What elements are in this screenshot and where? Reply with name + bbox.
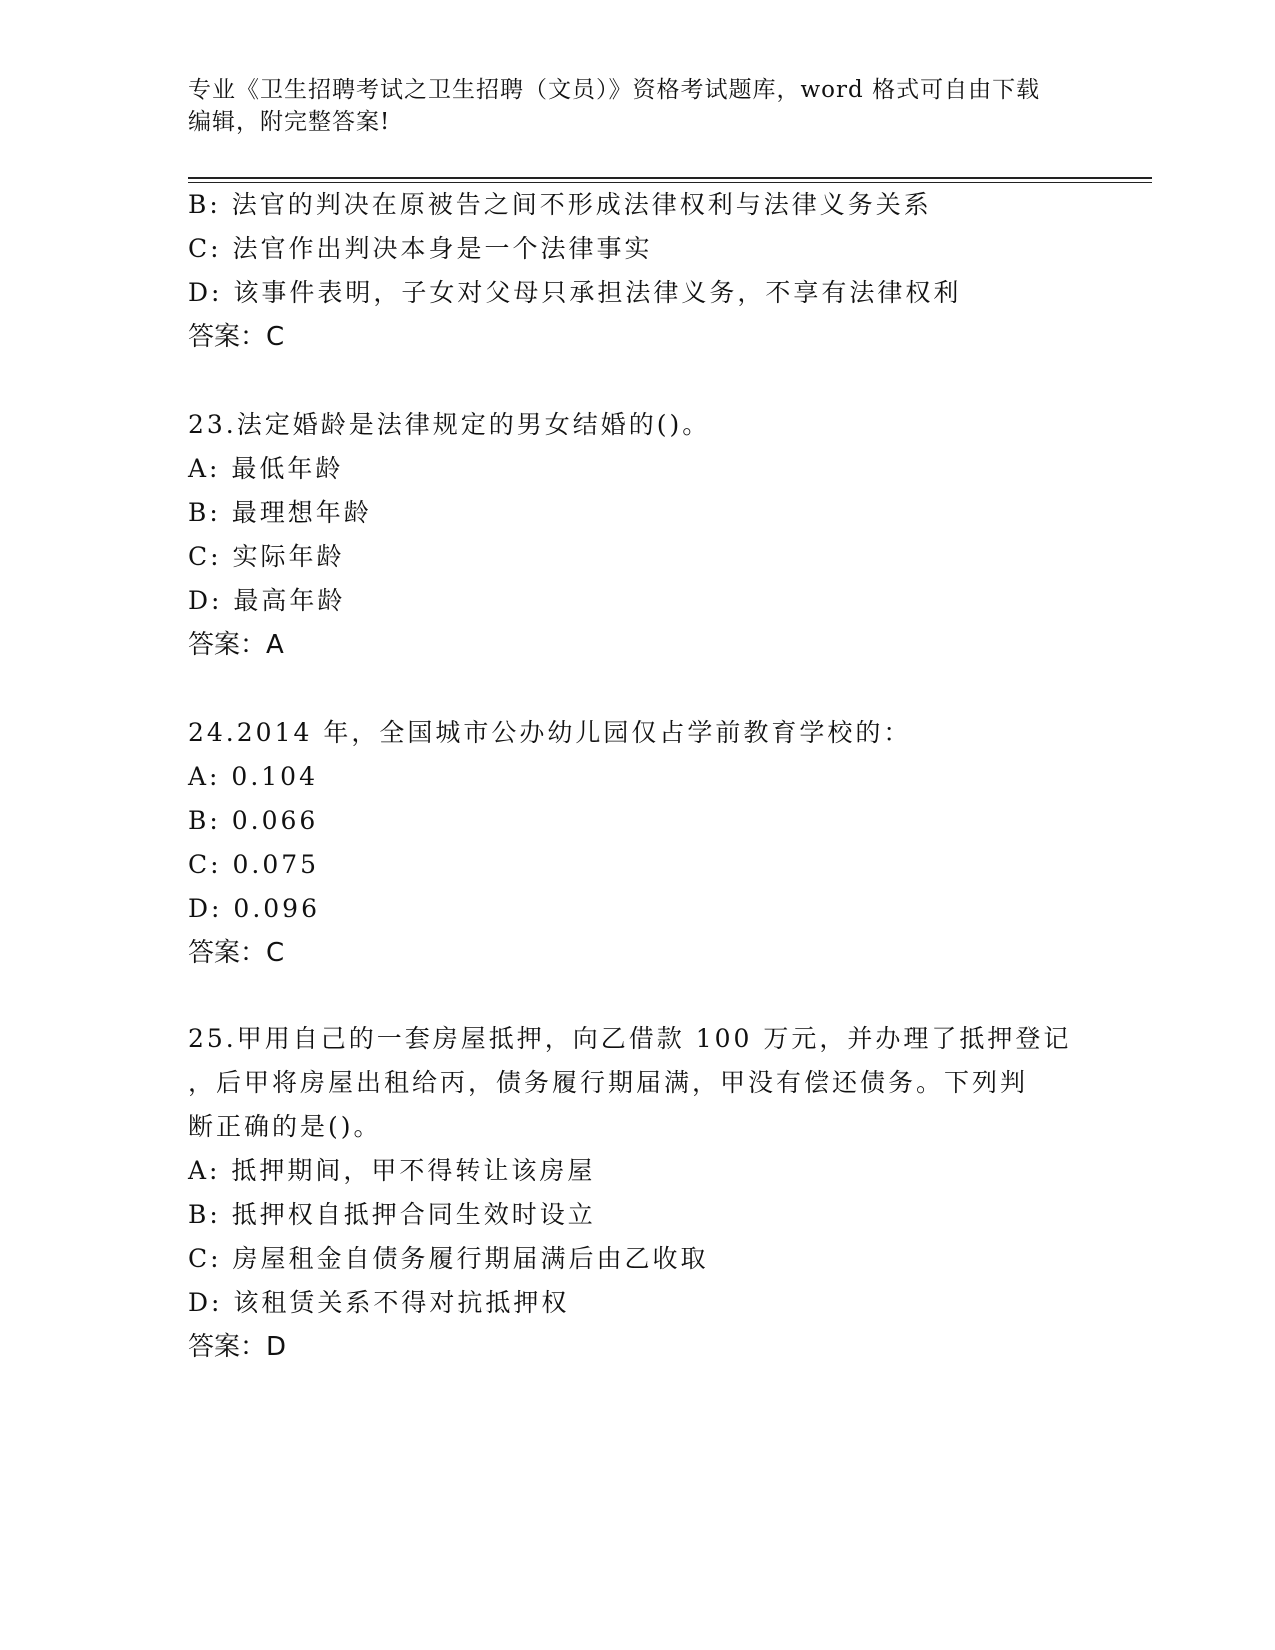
q24-stem: 24.2014 年，全国城市公办幼儿园仅占学前教育学校的： xyxy=(188,718,912,747)
q24-option-d: D: 0.096 xyxy=(188,894,320,923)
q23-answer: 答案：A xyxy=(188,630,284,660)
header-line-2: 编辑，附完整答案! xyxy=(188,109,391,135)
q25-answer: 答案：D xyxy=(188,1332,287,1362)
q23-option-a: A: 最低年龄 xyxy=(188,454,344,483)
header-divider-thick xyxy=(188,177,1152,179)
q25-option-c: C: 房屋租金自债务履行期届满后由乙收取 xyxy=(188,1244,709,1273)
prev-question-option-b: B: 法官的判决在原被告之间不形成法律权利与法律义务关系 xyxy=(188,190,932,219)
header-line-1: 专业《卫生招聘考试之卫生招聘（文员）》资格考试题库，word 格式可自由下载 xyxy=(188,77,1041,103)
q23-option-c: C: 实际年龄 xyxy=(188,542,345,571)
header-divider-thin xyxy=(188,182,1152,183)
q25-option-b: B: 抵押权自抵押合同生效时设立 xyxy=(188,1200,596,1229)
q24-option-a: A: 0.104 xyxy=(188,762,318,791)
prev-question-option-c: C: 法官作出判决本身是一个法律事实 xyxy=(188,234,653,263)
prev-question-answer: 答案：C xyxy=(188,322,285,352)
q24-answer: 答案：C xyxy=(188,938,285,968)
q23-stem: 23.法定婚龄是法律规定的男女结婚的()。 xyxy=(188,410,711,439)
q24-option-c: C: 0.075 xyxy=(188,850,320,879)
q25-stem-line-1: 25.甲用自己的一套房屋抵押，向乙借款 100 万元，并办理了抵押登记 xyxy=(188,1024,1072,1053)
document-header xyxy=(188,74,1068,138)
q23-option-d: D: 最高年龄 xyxy=(188,586,346,615)
q25-option-a: A: 抵押期间，甲不得转让该房屋 xyxy=(188,1156,596,1185)
q25-option-d: D: 该租赁关系不得对抗抵押权 xyxy=(188,1288,570,1317)
prev-question-option-d: D: 该事件表明，子女对父母只承担法律义务，不享有法律权利 xyxy=(188,278,962,307)
q25-stem-line-2: ，后甲将房屋出租给丙，债务履行期届满，甲没有偿还债务。下列判 xyxy=(188,1068,1029,1097)
q25-stem-line-3: 断正确的是()。 xyxy=(188,1112,382,1141)
q24-option-b: B: 0.066 xyxy=(188,806,319,835)
q23-option-b: B: 最理想年龄 xyxy=(188,498,372,527)
